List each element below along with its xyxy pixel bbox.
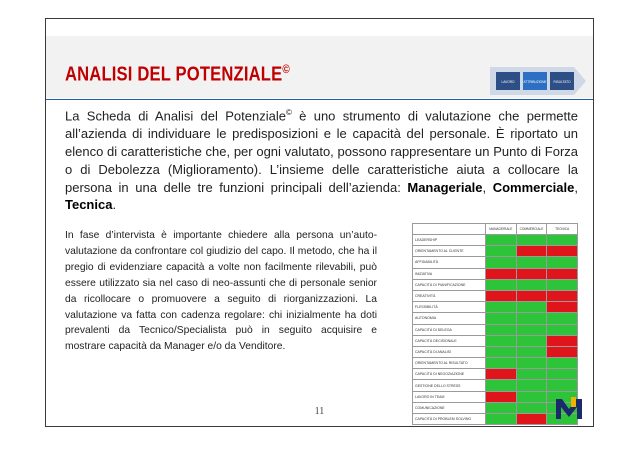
- matrix-header-row: [413, 224, 578, 235]
- strength-cell: [547, 313, 578, 324]
- matrix-row: [413, 290, 578, 301]
- matrix-row-label: FLESSIBILITÀ: [413, 302, 486, 313]
- strength-cell: [547, 257, 578, 268]
- slide-title: [65, 62, 290, 87]
- strength-cell: [486, 257, 517, 268]
- slide: [45, 18, 594, 427]
- strength-cell: [516, 302, 547, 313]
- intro-text-2: è uno strumento di valutazione che permette all’azienda di individuare le predisposizioni e le capacità del personale. È riportato un elenco di caratteristiche che, per ogni valutato, possono rappresentare un Punto di Forza o di Debolezza (Miglioramento). L’insieme delle caratteristiche aiuta a collocare la persona in una delle tre funzioni principali dell’azienda:: [65, 108, 578, 195]
- strength-cell: [486, 279, 517, 290]
- intro-copyright-mark: ©: [285, 108, 292, 117]
- slide-title-text: ANALISI DEL POTENZIALE: [65, 63, 283, 86]
- matrix-row-label: AFFIDABILITÀ: [413, 257, 486, 268]
- process-step-2-label: ATTRIBUZIONE: [523, 80, 547, 84]
- matrix-row: [413, 369, 578, 380]
- matrix-row-label: ORIENTAMENTO AL RISULTATO: [413, 358, 486, 369]
- matrix-row-label: CAPACITÀ DI DELEGA: [413, 324, 486, 335]
- weakness-cell: [486, 268, 517, 279]
- strength-cell: [516, 369, 547, 380]
- weakness-cell: [547, 346, 578, 357]
- weakness-cell: [516, 268, 547, 279]
- strength-cell: [547, 369, 578, 380]
- process-arrow-graphic: [490, 61, 586, 101]
- matrix-row-label: GESTIONE DELLO STRESS: [413, 380, 486, 391]
- strength-cell: [516, 313, 547, 324]
- weakness-cell: [516, 290, 547, 301]
- intro-text-1: La Scheda di Analisi del Potenziale: [65, 108, 286, 124]
- matrix-row: [413, 279, 578, 290]
- strength-cell: [516, 324, 547, 335]
- matrix-row-label: CAPACITÀ DI PIANIFICAZIONE: [413, 279, 486, 290]
- strength-cell: [516, 257, 547, 268]
- intro-paragraph: [65, 104, 578, 214]
- matrix-row: [413, 324, 578, 335]
- strength-cell: [486, 246, 517, 257]
- strength-cell: [547, 380, 578, 391]
- weakness-cell: [486, 369, 517, 380]
- matrix-row-label: LEADERSHIP: [413, 235, 486, 246]
- strength-cell: [486, 346, 517, 357]
- company-logo: [554, 393, 584, 423]
- process-step-3-label: RISULTATO: [553, 80, 571, 84]
- weakness-cell: [547, 302, 578, 313]
- matrix-header-manageriale: MANAGERIALE: [486, 224, 517, 235]
- weakness-cell: [547, 335, 578, 346]
- matrix-row-label: LAVORO IN TEAM: [413, 391, 486, 402]
- matrix-row: [413, 257, 578, 268]
- weakness-cell: [486, 290, 517, 301]
- matrix-row-label: CREATIVITÀ: [413, 290, 486, 301]
- matrix-row-label: AUTONOMIA: [413, 313, 486, 324]
- matrix-row: [413, 335, 578, 346]
- weakness-cell: [547, 246, 578, 257]
- matrix-row: [413, 313, 578, 324]
- strength-cell: [486, 235, 517, 246]
- matrix-row-label: INIZIATIVA: [413, 268, 486, 279]
- strength-cell: [516, 358, 547, 369]
- strength-cell: [547, 235, 578, 246]
- strength-cell: [486, 302, 517, 313]
- strength-cell: [547, 324, 578, 335]
- potential-matrix: [412, 223, 578, 422]
- matrix-row-label: ORIENTAMENTO AL CLIENTE: [413, 246, 486, 257]
- strength-cell: [486, 380, 517, 391]
- intro-separator-2: ,: [574, 179, 578, 195]
- copyright-mark: ©: [282, 62, 290, 76]
- matrix-row: [413, 358, 578, 369]
- strength-cell: [516, 335, 547, 346]
- process-step-1-label: LAVORO: [501, 80, 515, 84]
- body-paragraph: In fase d’intervista è importante chiedere alla persona un’auto-valutazione da confrontare col giudizio del capo. Il metodo, che ha il pregio di evidenziare capacità a volte non facilmente rilevabili, può essere utilizzato sia nel caso di neo-assunti che di personale senior da ricollocare o promuovere a seguito di riorganizzazioni. La valutazione va fatta con cadenza regolare: chi inizialmente ha doti prevalenti da Tecnico/Specialista può in seguito acquisire e mostrare capacità da Manager e/o da Venditore.: [65, 230, 377, 353]
- function-commerciale: Commerciale: [492, 179, 575, 195]
- matrix-row: [413, 346, 578, 357]
- weakness-cell: [547, 268, 578, 279]
- matrix-header-empty: [413, 224, 486, 235]
- matrix-row: [413, 380, 578, 391]
- weakness-cell: [547, 290, 578, 301]
- intro-separator-1: ,: [482, 179, 493, 195]
- strength-cell: [547, 358, 578, 369]
- page-number: 11: [314, 406, 325, 417]
- strength-cell: [486, 358, 517, 369]
- strength-cell: [486, 324, 517, 335]
- matrix-row-label: CAPACITÀ DECISIONALE: [413, 335, 486, 346]
- strength-cell: [516, 380, 547, 391]
- matrix-row-label: CAPACITÀ DI NEGOZIAZIONE: [413, 369, 486, 380]
- intro-end: .: [112, 197, 117, 213]
- strength-cell: [516, 235, 547, 246]
- title-bar: [46, 36, 593, 98]
- matrix-row-label: CAPACITÀ DI PROBLEM SOLVING: [413, 414, 486, 425]
- strength-cell: [486, 335, 517, 346]
- strength-cell: [547, 279, 578, 290]
- strength-cell: [516, 391, 547, 402]
- title-divider: [46, 99, 593, 100]
- matrix-row: [413, 246, 578, 257]
- matrix-row: [413, 302, 578, 313]
- matrix-header-tecnica: TECNICA: [547, 224, 578, 235]
- function-manageriale: Manageriale: [407, 179, 483, 195]
- strength-cell: [516, 279, 547, 290]
- function-tecnica: Tecnica: [65, 197, 113, 213]
- matrix-row: [413, 391, 578, 402]
- strength-cell: [486, 313, 517, 324]
- strength-cell: [516, 346, 547, 357]
- matrix-row-label: COMUNICAZIONE: [413, 402, 486, 413]
- matrix-row: [413, 268, 578, 279]
- matrix-header-commerciale: COMMERCIALE: [516, 224, 547, 235]
- matrix-row-label: CAPACITÀ DI ANALISI: [413, 346, 486, 357]
- weakness-cell: [486, 391, 517, 402]
- matrix-body: [413, 235, 578, 425]
- weakness-cell: [516, 246, 547, 257]
- matrix-row: [413, 235, 578, 246]
